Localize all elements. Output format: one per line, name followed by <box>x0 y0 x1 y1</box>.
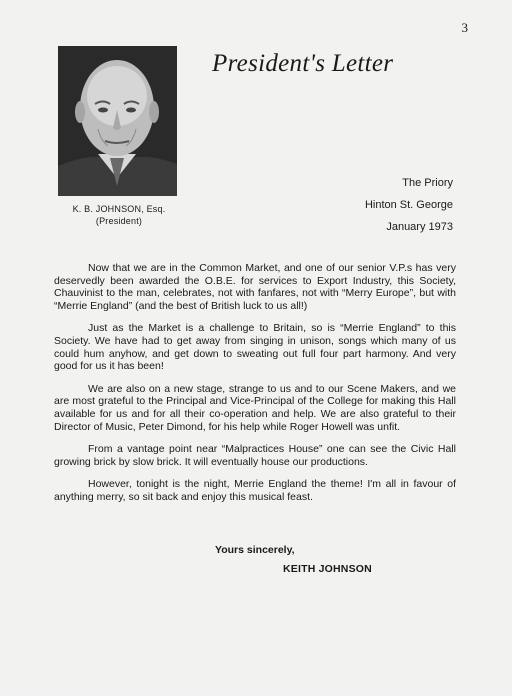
paragraph: Just as the Market is a challenge to Britain, so is “Merrie England” to this Society. We have had to get away from singing in unison, songs which many of us could hum anyhow, and get down to sweating out full four part harmony. And very good for us it has been! <box>54 322 456 373</box>
letter-closing: Yours sincerely, <box>215 544 295 556</box>
letter-signature: KEITH JOHNSON <box>283 563 372 575</box>
page-number: 3 <box>461 20 468 35</box>
paragraph: Now that we are in the Common Market, and one of our senior V.P.s has very deservedly been awarded the O.B.E. for services to Export Industry, this Society, Chauvinist to the man, celebrates, not with fanfares, not with “Merry Europe”, but with “Merrie England” (and the best of British luck to us all!) <box>54 262 456 312</box>
caption-role: (President) <box>95 216 143 226</box>
paragraph: However, tonight is the night, Merrie England the theme! I'm all in favour of anything merry, so sit back and enjoy this musical feast. <box>54 478 456 503</box>
portrait-illustration <box>58 46 177 196</box>
paragraph: From a vantage point near “Malpractices House” one can see the Civic Hall growing brick by slow brick. It will eventually house our productions. <box>54 443 456 468</box>
letter-body <box>54 262 456 514</box>
page-title: President's Letter <box>212 50 394 77</box>
address-line-1: The Priory <box>402 177 453 189</box>
paragraph: We are also on a new stage, strange to us and to our Scene Makers, and we are most grateful to the Principal and Vice-Principal of the College for making this Hall available for us and for all their co-operation and help. We are also grateful to their Director of Music, Peter Dimond, for his help while Roger Howell was unfit. <box>54 382 456 433</box>
caption-name: K. B. JOHNSON, Esq. <box>72 204 166 214</box>
sender-address <box>365 172 453 238</box>
letter-date: January 1973 <box>386 221 453 233</box>
portrait-photo <box>58 46 177 196</box>
photo-caption <box>44 203 194 227</box>
address-line-2: Hinton St. George <box>364 199 453 211</box>
